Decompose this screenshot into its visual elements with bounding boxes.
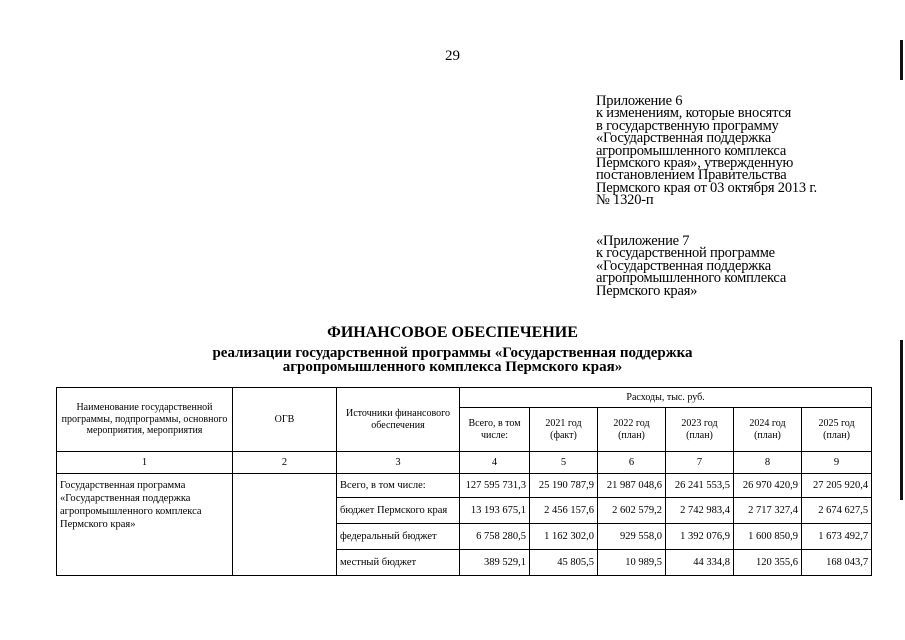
value-cell: 25 190 787,9 (530, 474, 598, 498)
header-name-cell: Наименование государственной программы, подпрограммы, основного мероприятия, мероприятия (57, 388, 233, 452)
appendix-line: к государственной программе (596, 245, 775, 262)
table-header-row (57, 388, 872, 408)
value-cell: 120 355,6 (734, 550, 802, 576)
header-year-cell: 2022 год (план) (598, 408, 666, 452)
subtitle-line: агропромышленного комплекса Пермского края» (282, 359, 623, 375)
appendix-line: постановлением Правительства (596, 167, 787, 184)
header-expenses-cell: Расходы, тыс. руб. (460, 388, 872, 408)
value-cell: 1 600 850,9 (734, 524, 802, 550)
value-cell: 6 758 280,5 (460, 524, 530, 550)
appendix-line: к изменениям, которые вносятся (596, 105, 792, 122)
value-cell: 13 193 675,1 (460, 498, 530, 524)
value-cell: 10 989,5 (598, 550, 666, 576)
appendix-line: Приложение 6 (596, 93, 683, 109)
column-number: 3 (337, 452, 460, 474)
value-cell: 127 595 731,3 (460, 474, 530, 498)
value-cell: 1 673 492,7 (802, 524, 872, 550)
header-sources-cell: Источники финансового обеспечения (337, 388, 460, 452)
appendix-line: № 1320-п (596, 192, 654, 209)
appendix-line: Пермского края от 03 октября 2013 г. (596, 179, 817, 196)
source-cell: Всего, в том числе: (337, 474, 460, 498)
header-total-cell: Всего, в том числе: (460, 408, 530, 452)
source-cell: бюджет Пермского края (337, 498, 460, 524)
source-cell: местный бюджет (337, 550, 460, 576)
appendix-line: Пермского края» (596, 282, 698, 299)
appendix-7-block (596, 235, 786, 297)
appendix-line: в государственную программу (596, 117, 779, 134)
value-cell: 1 162 302,0 (530, 524, 598, 550)
column-number: 5 (530, 452, 598, 474)
value-cell: 2 742 983,4 (666, 498, 734, 524)
value-cell: 26 970 420,9 (734, 474, 802, 498)
value-cell: 27 205 920,4 (802, 474, 872, 498)
appendix-line: агропромышленного комплекса (596, 270, 787, 287)
document-title: ФИНАНСОВОЕ ОБЕСПЕЧЕНИЕ (327, 324, 578, 341)
value-cell: 2 674 627,5 (802, 498, 872, 524)
value-cell: 1 392 076,9 (666, 524, 734, 550)
value-cell: 168 043,7 (802, 550, 872, 576)
value-cell: 2 602 579,2 (598, 498, 666, 524)
column-number: 9 (802, 452, 872, 474)
value-cell: 389 529,1 (460, 550, 530, 576)
value-cell: 929 558,0 (598, 524, 666, 550)
table-row (57, 474, 872, 498)
column-number: 1 (57, 452, 233, 474)
subtitle-line: реализации государственной программы «Государственная поддержка (212, 345, 693, 361)
appendix-line: «Государственная поддержка (596, 130, 771, 147)
document-subtitle (0, 346, 905, 374)
appendix-line: Пермского края», утвержденную (596, 155, 794, 172)
value-cell: 2 456 157,6 (530, 498, 598, 524)
appendix-line: «Государственная поддержка (596, 257, 771, 274)
column-number: 7 (666, 452, 734, 474)
column-number: 2 (233, 452, 337, 474)
value-cell: 45 805,5 (530, 550, 598, 576)
value-cell: 26 241 553,5 (666, 474, 734, 498)
value-cell: 21 987 048,6 (598, 474, 666, 498)
ogv-cell (233, 474, 337, 576)
financing-table (56, 387, 872, 576)
column-number-row (57, 452, 872, 474)
appendix-line: агропромышленного комплекса (596, 142, 787, 159)
header-year-cell: 2024 год (план) (734, 408, 802, 452)
column-number: 6 (598, 452, 666, 474)
header-ogv-cell: ОГВ (233, 388, 337, 452)
appendix-6-block (596, 95, 817, 207)
value-cell: 44 334,8 (666, 550, 734, 576)
page-number: 29 (445, 48, 460, 64)
column-number: 8 (734, 452, 802, 474)
source-cell: федеральный бюджет (337, 524, 460, 550)
program-name-cell: Государственная программа «Государственная поддержка агропромышленного комплекса Пермского края» (57, 474, 233, 576)
column-number: 4 (460, 452, 530, 474)
header-year-cell: 2025 год (план) (802, 408, 872, 452)
header-year-cell: 2021 год (факт) (530, 408, 598, 452)
value-cell: 2 717 327,4 (734, 498, 802, 524)
header-year-cell: 2023 год (план) (666, 408, 734, 452)
appendix-line: «Приложение 7 (596, 233, 690, 249)
